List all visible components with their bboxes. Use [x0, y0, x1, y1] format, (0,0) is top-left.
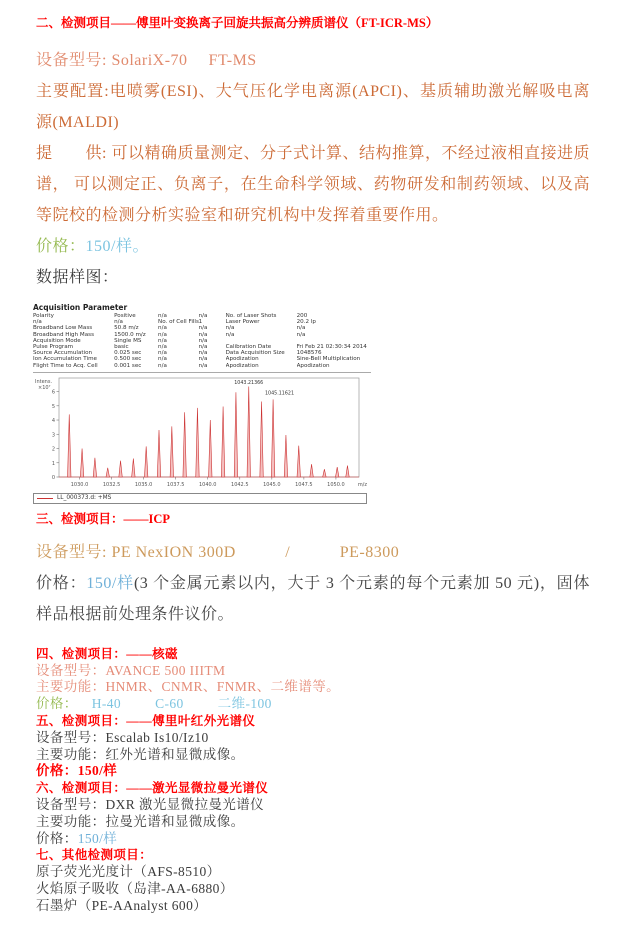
acq-cell: Broadband High Mass [33, 331, 94, 338]
acq-cell: n/a [198, 362, 208, 369]
acq-cell: No. of Cell Fills [158, 319, 199, 326]
x-tick-label: 1030.0 [70, 481, 89, 488]
price-value: 150/样 [86, 574, 134, 592]
spectrum-peak [260, 401, 263, 476]
acq-cell: n/a [158, 325, 167, 332]
x-tick-label: 1045.0 [263, 481, 281, 488]
acq-cell: n/a [158, 337, 167, 344]
acq-cell: Polarity [33, 313, 54, 319]
section2-heading: 二、检测项目——傅里叶变换离子回旋共振高分辨质谱仪（FT-ICR-MS） [36, 16, 439, 30]
price-label: 价格： [36, 574, 87, 592]
price-value: 150/样 [77, 830, 118, 846]
price-note: (3 个金属元素以内，大于 3 个元素的每个元素加 50 元)，固体样品根据前处理条件议价。 [36, 574, 590, 623]
section5-price: 价格：150/样 [36, 763, 118, 779]
spectrum-peak [93, 458, 96, 477]
acq-cell: 50.8 m/z [114, 325, 139, 332]
acq-cell: n/a [158, 362, 167, 369]
acq-cell: n/a [33, 319, 42, 326]
sample-caption: 数据样图： [36, 269, 119, 286]
acq-cell: 200 [296, 313, 308, 319]
y-tick-label: 3 [51, 432, 55, 439]
acq-cell: Data Acquisition Size [225, 350, 285, 357]
x-tick-label: 1032.5 [102, 481, 121, 488]
acq-cell: 0.001 sec [114, 362, 142, 369]
acq-parameter-table [33, 313, 371, 373]
other-item: 石墨炉（PE-AAnalyst 600） [36, 897, 208, 913]
acq-parameter-title: Acquisition Parameter [33, 303, 128, 312]
spectrum-peak [157, 430, 160, 477]
acq-cell: Ion Accumulation Time [33, 356, 97, 363]
acq-cell: n/a [158, 344, 167, 351]
section6-device: 设备型号：DXR 激光显微拉曼光谱仪 [36, 797, 265, 812]
spectrum-peak [284, 435, 287, 477]
spectrum-peak [68, 414, 71, 477]
acq-cell: Source Accumulation [33, 350, 93, 357]
acq-cell: n/a [198, 350, 208, 357]
x-tick-label: 1037.5 [166, 481, 185, 488]
section2-device: 设备型号: SolariX-70 FT-MS [36, 52, 257, 69]
acq-cell: 20.2 lp [296, 319, 316, 326]
spectrum-peak [234, 392, 237, 477]
section6-price-line [36, 831, 590, 848]
acq-cell: Single MS [114, 337, 142, 344]
y-tick-label: 5 [51, 403, 55, 410]
section2-provide: 提 供: 可以精确质量测定、分子式计算、结构推算，不经过液相直接进质谱， 可以测定正、负离子，在生命科学领域、药物研发和制药领域、以及高等院校的检测分析实验室和研究机构中发挥着重要作用。 [36, 145, 590, 224]
section4-price-line [36, 696, 590, 713]
spectrum-peak [271, 399, 274, 477]
spectrum-peak [297, 445, 300, 476]
acq-cell: n/a [198, 356, 208, 363]
section4-device: 设备型号：AVANCE 500 IIITM [36, 662, 226, 678]
x-axis-label: m/z [357, 481, 367, 488]
spectrum-peak [144, 446, 147, 477]
section4-functions: 主要功能：HNMR、CNMR、FNMR、二维谱等。 [36, 679, 341, 695]
price-label: 价格： [36, 830, 78, 846]
acq-cell: n/a [225, 325, 235, 332]
section2-config: 主要配置:电喷雾(ESI)、大气压化学电离源(APCI)、基质辅助激光解吸电离源(MALDI) [36, 83, 590, 131]
acq-cell: n/a [198, 344, 208, 351]
acq-cell: n/a [158, 356, 167, 363]
acq-cell: Laser Power [225, 319, 260, 326]
spectrum-peak [170, 426, 173, 477]
section3-device: 设备型号: PE NexION 300D / PE-8300 [36, 543, 400, 561]
acq-cell: Positive [114, 313, 136, 319]
spectrum-peak [183, 412, 186, 477]
nmr-price-item: H-40 [91, 696, 122, 712]
section5-device: 设备型号：Escalab Is10/Iz10 [36, 729, 209, 745]
acq-cell: 1048576 [296, 350, 322, 357]
spectrum-peak [80, 448, 83, 476]
spectrum-peak [323, 469, 326, 477]
x-tick-label: 1040.0 [198, 481, 217, 488]
spectrum-peak [119, 460, 122, 476]
acq-cell: No. of Laser Shots [225, 313, 277, 319]
acq-cell: n/a [198, 313, 208, 319]
price-label: 价格： [36, 238, 86, 255]
acq-cell: n/a [296, 331, 306, 338]
other-item: 原子荧光光度计（AFS-8510） [36, 864, 221, 880]
section5-functions: 主要功能：红外光谱和显微成像。 [36, 746, 245, 762]
mass-spectrum-svg [33, 377, 369, 491]
price-label: 价格： [36, 696, 78, 712]
small-sections [36, 646, 590, 915]
section7-heading: 七、其他检测项目： [36, 848, 153, 863]
section3-price-line [36, 568, 590, 630]
acq-cell: n/a [198, 337, 208, 344]
y-axis-label: Intens. [35, 378, 53, 385]
acq-cell: Calibration Date [225, 344, 272, 351]
acq-cell: 0.500 sec [114, 356, 142, 363]
section2-price-line [36, 231, 590, 262]
x-tick-label: 1047.5 [295, 481, 313, 488]
spectrum-image [33, 303, 371, 504]
nmr-price-items [92, 696, 306, 711]
acq-cell: n/a [198, 331, 208, 338]
other-item: 火焰原子吸收（岛津-AA-6880） [36, 880, 234, 896]
other-detection-items [36, 864, 590, 914]
section3-heading: 三、检测项目：——ICP [36, 511, 171, 526]
acq-cell: n/a [158, 350, 167, 357]
acq-cell: 1 [198, 319, 203, 326]
peak-annotation: 1043.21366 [234, 380, 264, 386]
acq-cell: n/a [198, 325, 208, 332]
spectrum-peak [221, 406, 224, 477]
acq-cell: Sine-Bell Multiplication [296, 356, 361, 363]
acq-cell: Apodization [225, 362, 259, 369]
section6-functions: 主要功能：拉曼光谱和显微成像。 [36, 813, 245, 829]
y-tick-label: 0 [51, 474, 55, 481]
spectrum-peak [247, 386, 250, 476]
x-tick-label: 1035.0 [134, 481, 153, 488]
nmr-price-item: 二维-100 [217, 696, 272, 712]
section6-heading: 六、检测项目：——激光显微拉曼光谱仪 [36, 781, 269, 796]
acq-cell: Pulse Program [33, 344, 74, 351]
y-tick-label: 6 [51, 389, 55, 396]
acq-cell: Apodization [225, 356, 259, 363]
spectrum-peak [106, 468, 109, 477]
y-tick-label: 2 [51, 446, 55, 453]
spectrum-peak [196, 408, 199, 477]
x-tick-label: 1050.0 [327, 481, 345, 488]
y-tick-label: 4 [51, 417, 55, 424]
y-axis-exponent: ×10⁷ [38, 384, 51, 391]
x-tick-label: 1042.5 [231, 481, 249, 488]
spectrum-peak [132, 458, 135, 477]
acq-cell: Broadband Low Mass [33, 325, 93, 332]
peak-annotation: 1045.11621 [265, 391, 295, 397]
acq-cell: Acquisition Mode [33, 337, 81, 344]
spectrum-legend [33, 493, 367, 504]
acq-cell: n/a [158, 331, 167, 338]
price-value: 150/样。 [85, 238, 149, 255]
acq-cell: Flight Time to Acq. Cell [33, 362, 98, 369]
acq-cell: n/a [114, 319, 123, 326]
section4-heading: 四、检测项目：——核磁 [36, 646, 178, 661]
acq-cell: n/a [158, 313, 167, 319]
spectrum-peak [310, 464, 313, 477]
acq-cell: Fri Feb 21 02:30:34 2014 [296, 344, 367, 351]
acq-cell: 0.025 sec [114, 350, 142, 357]
acq-cell: basic [114, 344, 129, 351]
section5-heading: 五、检测项目：——傅里叶红外光谱仪 [36, 714, 256, 729]
acq-cell: n/a [296, 325, 306, 332]
acq-cell: n/a [225, 331, 235, 338]
acq-cell: Apodization [296, 362, 330, 369]
spectrum-peak [336, 467, 339, 477]
nmr-price-item: C-60 [155, 696, 184, 712]
spectrum-peak [209, 420, 212, 477]
acq-cell: 1500.0 m/z [114, 331, 146, 338]
spectrum-peak [346, 465, 349, 476]
legend-line-icon [37, 498, 53, 499]
legend-label: LL_000373.d: +MS [57, 494, 112, 501]
y-tick-label: 1 [51, 460, 55, 467]
